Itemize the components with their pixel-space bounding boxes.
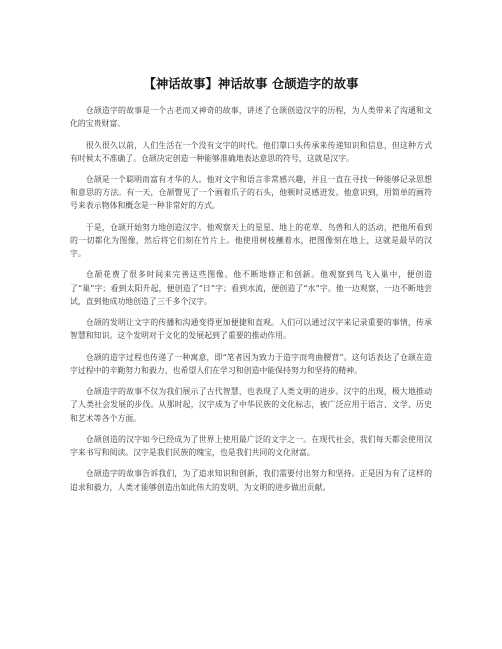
document-title: 【神话故事】神话故事 仓颉造字的故事: [143, 76, 359, 91]
paragraph-1: 仓颉造字的故事是一个古老而又神奇的故事，讲述了仓颉创造汉字的历程，为人类带来了沟通和文化的宝贵财富。: [70, 106, 432, 129]
paragraph-4: 于是，仓颉开始努力地创造汉字。他观察天上的星星、地上的花草、鸟兽和人的活动，把他所看到的一切都化为图像，然后将它们刻在竹片上。他使用树枝蘸着水，把图像刻在地上，这就是最早的汉字。: [70, 222, 432, 259]
paragraph-6: 仓颉的发明让文字的传播和沟通变得更加便捷和直观。人们可以通过汉字来记录重要的事情，传承智慧和知识。这个发明对于文化的发展起到了重要的推动作用。: [70, 318, 432, 341]
paragraph-8: 仓颉造字的故事不仅为我们展示了古代智慧，也表现了人类文明的进步。汉字的出现，极大地推动了人类社会发展的步伐。从那时起，汉字成为了中华民族的文化标志，被广泛应用于语言、文学、历史和艺术等各个方面。: [70, 387, 432, 423]
paragraph-3: 仓颉是一个聪明而富有才华的人。他对文字和语言非常感兴趣，并且一直在寻找一种能够记录思想和意思的方法。有一天，仓颉瞥见了一个画着爪子的石头，他顿时灵感迸发。他意识到，用简单的画符号来表示物体和概念是一种非常好的方式。: [70, 175, 432, 211]
paragraph-5: 仓颉花费了很多时间来完善这些图像。他不断地修正和创新。他观察到鸟飞入巢中，便创造了“巢”字；看到太阳升起，便创造了“日”字；看到水流，便创造了“水”字。他一边观察，一边不断地尝试，直到他成功地创造了三千多个汉字。: [70, 270, 432, 306]
paragraph-7: 仓颉的造字过程也传递了一种寓意，即“笔者因为致力于造字而弯曲腰背”。这句话表达了仓颉在造字过程中的辛勤努力和毅力，也希望人们在学习和创造中能保持努力和坚持的精神。: [70, 352, 432, 375]
paragraph-2: 很久很久以前，人们生活在一个没有文字的时代。他们靠口头传承来传递知识和信息，但这种方式有时候太不准确了。仓颉决定创造一种能够准确地表达意思的符号，这就是汉字。: [70, 140, 432, 163]
paragraph-9: 仓颉创造的汉字如今已经成为了世界上使用最广泛的文字之一。在现代社会，我们每天都会使用汉字来书写和阅读。汉字是我们民族的瑰宝，也是我们共同的文化财富。: [70, 434, 432, 458]
paragraph-10: 仓颉造字的故事告诉我们，为了追求知识和创新，我们需要付出努力和坚持。正是因为有了这样的追求和毅力，人类才能够创造出如此伟大的发明，为文明的进步做出贡献。: [70, 469, 432, 492]
